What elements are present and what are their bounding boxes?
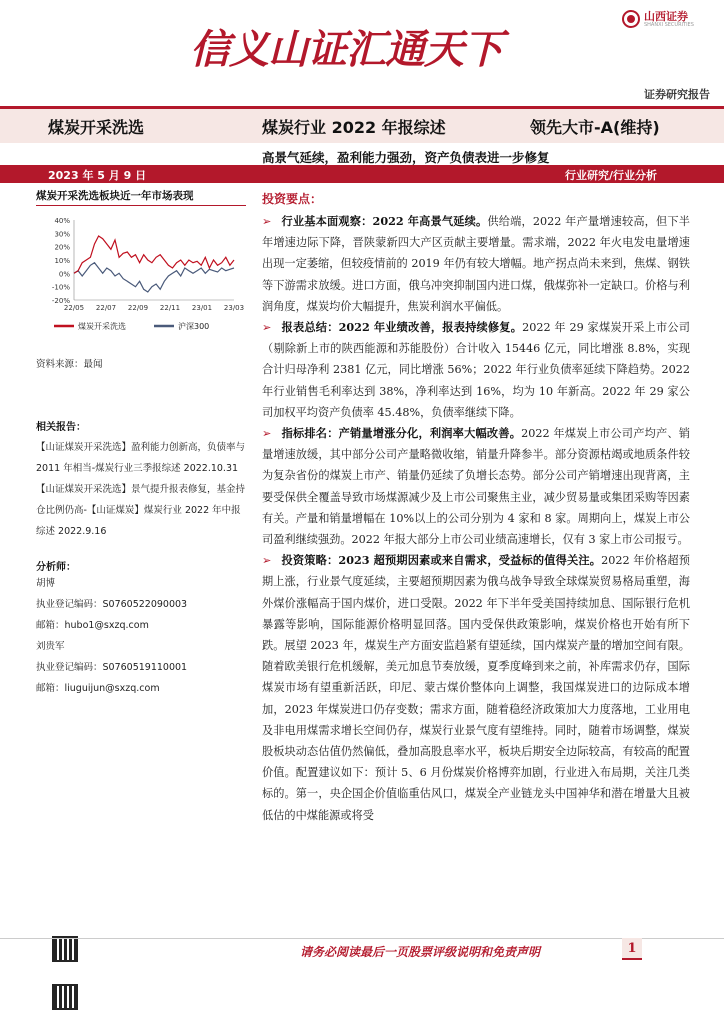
- section-title: 投资要点：: [262, 192, 323, 206]
- performance-chart: [36, 206, 246, 346]
- x-tick-label: 22/07: [95, 304, 117, 312]
- analyst-name: 胡博: [36, 578, 56, 589]
- x-tick-label: 23/03: [223, 304, 245, 312]
- report-title: 煤炭行业 2022 年报综述: [262, 118, 446, 137]
- y-tick-label: 0%: [58, 270, 70, 279]
- logo-text: 山西证券: [644, 9, 688, 23]
- arrow-icon: ➢: [262, 554, 272, 568]
- chart-source: 资料来源：最闻: [36, 359, 103, 370]
- point-lead: 投资策略：2023 超预期因素或来自需求，受益标的值得关注。: [281, 553, 602, 568]
- y-tick-label: -10%: [51, 283, 70, 292]
- analyst-cert: 执业登记编码：S0760519110001: [36, 662, 188, 673]
- x-tick-label: 22/05: [63, 304, 85, 312]
- qr-code-icon: [52, 936, 78, 962]
- arrow-icon: ➢: [262, 321, 272, 335]
- analyst-cert: 执业登记编码：S0760522090003: [36, 599, 188, 610]
- x-tick-label: 22/11: [159, 304, 181, 312]
- key-point: [262, 211, 690, 317]
- analyst-email[interactable]: 邮箱：liuguijun@sxzq.com: [36, 683, 160, 694]
- report-category: 行业研究/行业分析: [565, 169, 658, 182]
- slogan: 信义山证汇通天下: [190, 26, 502, 73]
- report-type-label: 证券研究报告: [644, 88, 710, 101]
- related-reports-title: 相关报告：: [36, 422, 86, 433]
- point-lead: 行业基本面观察：2022 年高景气延续。: [281, 214, 488, 228]
- report-date: 2023 年 5 月 9 日: [48, 169, 147, 182]
- footer-divider: [0, 938, 724, 939]
- x-tick-label: 23/01: [191, 304, 213, 312]
- related-report-item: 【山证煤炭开采洗选】盈利能力创新高，负债率与 2011 年相当-煤炭行业三季报综述 2022.10.31: [36, 442, 246, 474]
- x-tick-label: 22/09: [127, 304, 149, 312]
- sector-name: 煤炭开采洗选: [48, 118, 145, 137]
- point-text: 2022 年价格超预期上涨，行业景气度延续，主要超预期因素为俄乌战争导致全球煤炭贸易格局重塑，海外煤价涨幅高于国内煤价，进口受限。2022 年下半年受美国持续加息、国际银行危机暴露等影响，国际能源价格明显回落。国内受保供政策影响，煤炭价格也开始有所下跌。展望 2023 年，煤炭生产方面安监趋紧有望延续，国内煤炭产量的增加空间有限。随着欧美银行危机缓解，美元加息节奏放缓，夏季度峰到来之前，补库需求仍存，国际煤炭市场有望重新活跃，印尼、蒙古煤价整体向上调整，我国煤炭进口的边际成本增加，2023 年煤炭进口仍存变数；需求方面，随着稳经济政策加大力度落地，工业用电及非电用煤需求增长空间仍存，煤炭行业景气度有望维持。同时，随着市场调整，煤炭股板块动态估值仍然偏低，叠加高股息率水平，板块后期安全边际较高，有较高的配置价值。配置建议如下：预计 5、6 月份煤炭价格博弈加剧，行业进入布局期，关注几类标的。第一，央企国企价值临重估风口，煤炭全产业链龙头中国神华和潜在增量大且被低估的中煤能源或将受: [262, 554, 690, 822]
- key-point: [262, 550, 690, 826]
- legend-label: 煤炭开采洗选: [78, 322, 126, 331]
- main-content: [262, 190, 690, 826]
- analyst-email[interactable]: 邮箱：hubo1@sxzq.com: [36, 620, 149, 631]
- arrow-icon: ➢: [262, 427, 272, 441]
- key-point: [262, 317, 690, 423]
- disclaimer-notice: 请务必阅读最后一页股票评级说明和免责声明: [300, 945, 541, 959]
- company-logo: [622, 8, 717, 30]
- legend-label: 沪深300: [178, 322, 210, 331]
- logo-subtext: SHANXI SECURITIES: [644, 21, 694, 28]
- point-text: 2022 年 29 家煤炭开采上市公司（剔除新上市的陕西能源和苏能股份）合计收入 15446 亿元，同比增涨 8.8%，实现合计归母净利 2381 亿元，同比增涨 56%；2022 年行业负债率延续下降趋势。2022 年行业销售毛利率达到 38%，净利率达到 16%，均为 10 年新高。2022 年 29 家公司加权平均资产负债率 45.48%，负债率继续下降。: [262, 321, 690, 419]
- chart-title: 煤炭开采洗选板块近一年市场表现: [36, 188, 246, 206]
- sidebar: [36, 188, 246, 699]
- related-report-item: 【山证煤炭开采洗选】景气提升报表修复，基金持仓比例仍高-【山证煤炭】煤炭行业 2022 年中报综述 2022.9.16: [36, 484, 246, 537]
- point-lead: 报表总结：2022 年业绩改善，报表持续修复。: [281, 320, 523, 335]
- report-subtitle: 高景气延续，盈利能力强劲，资产负债表进一步修复: [262, 150, 550, 165]
- y-tick-label: 20%: [54, 243, 70, 252]
- analysts-title: 分析师：: [36, 562, 76, 573]
- y-tick-label: -20%: [51, 297, 70, 305]
- qr-code-icon: [52, 984, 78, 1010]
- y-tick-label: 40%: [54, 217, 70, 225]
- key-point: [262, 423, 690, 550]
- y-tick-label: 10%: [54, 257, 70, 265]
- logo-icon: [622, 10, 640, 28]
- arrow-icon: ➢: [262, 215, 272, 228]
- point-lead: 指标排名：产销量增涨分化，利润率大幅改善。: [281, 426, 522, 441]
- page-number: 1: [622, 938, 642, 960]
- y-tick-label: 30%: [54, 230, 70, 239]
- point-text: 2022 年煤炭上市公司产均产、销量增速放缓，其中部分公司产量略微收缩，销量升降参半。部分资源枯竭或地质条件较为复杂省份的煤炭上市产、销量仍延续了负增长态势。部分公司产销增速出现背离，主要受保供全覆盖导致市场煤源减少及上市公司聚焦主业，减少贸易量或集团采购等因素有关。产量和销量增幅在 10%以上的公司分别为 4 家和 8 家。周期向上，煤炭上市公司盈利继续强劲。2022 年报大部分上市公司业绩高速增长，仅有 3 家上市公司报亏。: [262, 427, 690, 547]
- analyst-name: 刘贵军: [36, 641, 65, 652]
- rating: 领先大市-A(维持): [530, 118, 660, 137]
- point-text: 供给端，2022 年产量增速较高，但下半年增速边际下降，晋陕蒙新四大产区贡献主要增量。需求端，2022 年火电发电量增速出现一定萎缩，但较疫情前的 2019 年仍有较大增幅。地产拐点尚未来到，焦煤、钢铁等下游需求放缓。进口方面，俄乌冲突抑制国内进口煤，俄煤弥补一定缺口。价格与利润角度，煤炭均价大幅提升，焦炭利润水平偏低。: [262, 215, 690, 313]
